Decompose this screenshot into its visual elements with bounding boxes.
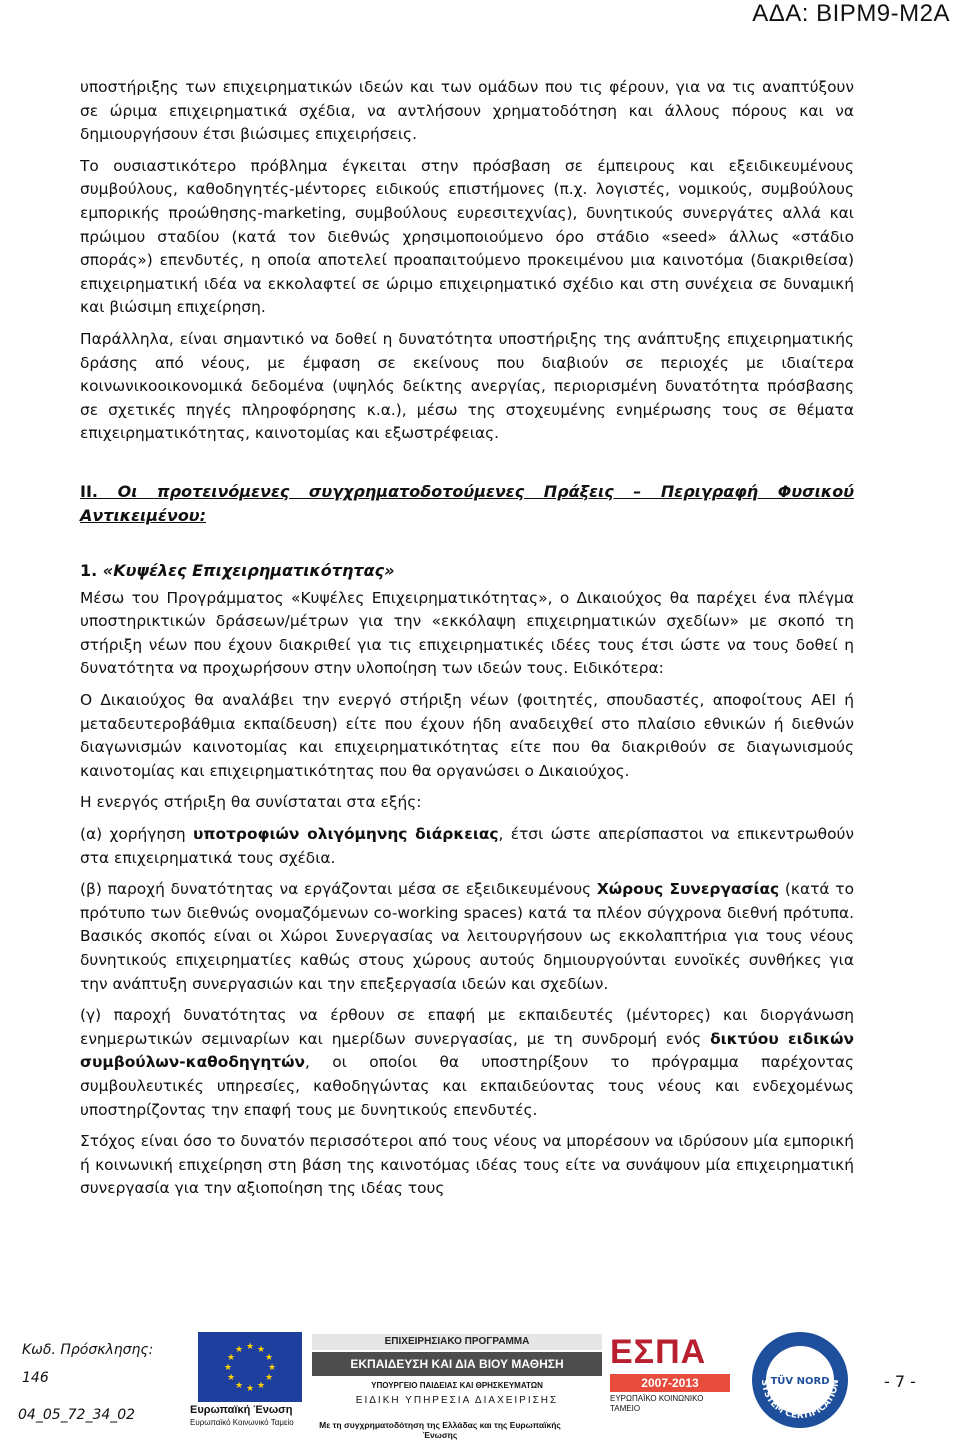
espa-fund-label: ΕΥΡΩΠΑΪΚΟ ΚΟΙΝΩΝΙΚΟ ΤΑΜΕΙΟ bbox=[610, 1394, 704, 1413]
eu-union-label: Ευρωπαϊκή Ένωση bbox=[190, 1404, 293, 1416]
espa-title: ΕΣΠΑ bbox=[610, 1333, 707, 1371]
svg-text:★: ★ bbox=[223, 1363, 233, 1373]
svg-text:★: ★ bbox=[256, 1381, 266, 1391]
page-number: - 7 - bbox=[884, 1372, 916, 1391]
paragraph-3: Παράλληλα, είναι σημαντικό να δοθεί η δυνατότητα υποστήριξης της ανάπτυξης επιχειρηματικής δράσης από νέους, με έμφαση σε εκείνους που διαβιούν σε περιοχές με ιδιαίτερα κοινωνικοοικονομικά δεδομένα (υψηλός δείκτης ανεργίας, περιορισμένη δυνατότητα πρόσβασης σε σχετικές πηγές πληροφόρησης κ.α.), μέσω της στοχευμένης ενημέρωσης τους σε θέματα επιχειρηματικότητας, καινοτομίας και εξωστρέφειας. bbox=[80, 329, 854, 443]
svg-text:★: ★ bbox=[226, 1373, 236, 1383]
svg-text:★: ★ bbox=[264, 1373, 274, 1383]
subsection-number: 1. bbox=[80, 561, 98, 581]
section-title: Οι προτεινόμενες συγχρηματοδοτούμενες Πράξεις – Περιγραφή Φυσικού Αντικειμένου: bbox=[80, 481, 854, 525]
item-a-bold: υποτροφιών ολιγόμηνης διάρκειας bbox=[192, 825, 499, 844]
espa-logo bbox=[610, 1332, 730, 1422]
epe-service: ΕΙΔΙΚΗ ΥΠΗΡΕΣΙΑ ΔΙΑΧΕΙΡΙΣΗΣ bbox=[355, 1395, 559, 1406]
item-a bbox=[80, 823, 854, 870]
epe-program-label: ΕΠΙΧΕΙΡΗΣΙΑΚΟ ΠΡΟΓΡΑΜΜΑ bbox=[312, 1334, 602, 1350]
document-body bbox=[80, 76, 854, 1209]
subsection-heading bbox=[80, 559, 854, 583]
svg-text:★: ★ bbox=[264, 1353, 274, 1363]
item-c-bold: δικτύου ειδικών συμβούλων-καθοδηγητών bbox=[80, 1029, 854, 1072]
paragraph-1: υποστήριξης των επιχειρηματικών ιδεών και των ομάδων που τις φέρουν, για να τις αναπτύξουν σε ώριμα επιχειρηματικά σχέδια, να αντλήσουν χρηματοδότηση και άλλους πόρους και να δημιουργήσουν έτσι βιώσιμες επιχειρήσεις. bbox=[80, 78, 854, 144]
item-c-pre: (γ) παροχή δυνατότητας να έρθουν σε επαφή με εκπαιδευτές (μέντορες) και διοργάνωση ενημερωτικών σεμιναρίων και ημερίδων συνεργασίας, με τη συνδρομή ενός bbox=[80, 1006, 854, 1048]
paragraph-4: Μέσω του Προγράμματος «Κυψέλες Επιχειρηματικότητας», ο Δικαιούχος θα παρέχει ένα πλέγμα υποστηρικτικών δράσεων/μέτρων για την «εκκόλαψη επιχειρηματικών σχεδίων» με σκοπό τη στήριξη νέων που έχουν διακριθεί για τις επιχειρηματικές ιδέες τους έτσι ώστε να τους δοθεί η δυνατότητα να προχωρήσουν στην υλοποίηση των ιδεών τους. Ειδικότερα: bbox=[80, 588, 854, 678]
svg-text:★: ★ bbox=[245, 1342, 255, 1352]
paragraph-6: Η ενεργός στήριξη θα συνίσταται στα εξής: bbox=[80, 793, 422, 812]
espa-years: 2007-2013 bbox=[610, 1374, 730, 1392]
item-c-post: , οι οποίοι θα υποστηρίξουν το πρόγραμμα παρέχοντας συμβουλευτικές υπηρεσίες, καθοδηγώντας και εκπαιδεύοντας τους νέους και ενδεχομένως υποστηρίζοντας την επαφή τους με δυνητικούς επενδυτές. bbox=[80, 1053, 854, 1119]
item-a-pre: (α) χορήγηση bbox=[80, 825, 193, 844]
epe-title: ΕΚΠΑΙΔΕΥΣΗ ΚΑΙ ΔΙΑ ΒΙΟΥ ΜΑΘΗΣΗ bbox=[312, 1352, 602, 1376]
call-code-number: 146 bbox=[22, 1370, 49, 1386]
svg-text:★: ★ bbox=[245, 1384, 255, 1394]
seal-ring-text: SYSTEM CERTIFICATION bbox=[758, 1379, 842, 1422]
section-heading bbox=[80, 480, 854, 527]
call-code-label: Κωδ. Πρόσκλησης: bbox=[22, 1342, 154, 1358]
svg-text:★: ★ bbox=[234, 1381, 244, 1391]
svg-text:★: ★ bbox=[256, 1345, 266, 1355]
seal-tuv: TÜV NORD bbox=[770, 1376, 830, 1387]
epe-ministry: ΥΠΟΥΡΓΕΙΟ ΠΑΙΔΕΙΑΣ ΚΑΙ ΘΡΗΣΚΕΥΜΑΤΩΝ bbox=[371, 1381, 543, 1390]
paragraph-5: Ο Δικαιούχος θα αναλάβει την ενεργό στήριξη νέων (φοιτητές, σπουδαστές, αποφοίτους ΑΕΙ ή μεταδευτεροβάθμια εκπαίδευση) είτε που έχουν ήδη αναδειχθεί στο πλαίσιο εθνικών ή διεθνών διαγωνισμών καινοτομίας και επιχειρηματικότητας είτε που θα διακριθούν σε διαγωνισμούς καινοτομίας και επιχειρηματικότητας που θα οργανώσει ο Δικαιούχος. bbox=[80, 691, 854, 780]
subsection-title: «Κυψέλες Επιχειρηματικότητας» bbox=[102, 561, 395, 581]
certification-seal-icon bbox=[750, 1330, 850, 1430]
item-a-post: , έτσι ώστε απερίσπαστοι να επικεντρωθούν στα επιχειρηματικά τους σχέδια. bbox=[80, 825, 855, 867]
svg-text:★: ★ bbox=[267, 1363, 277, 1373]
eu-fund-label: Ευρωπαϊκό Κοινωνικό Ταμείο bbox=[190, 1418, 294, 1427]
cofunding-caption: Με τη συγχρηματοδότηση της Ελλάδας και της Ευρωπαϊκής Ένωσης bbox=[319, 1420, 561, 1440]
svg-text:★: ★ bbox=[226, 1353, 236, 1363]
eu-flag-icon bbox=[198, 1332, 302, 1402]
svg-text:★: ★ bbox=[234, 1345, 244, 1355]
section-number: ΙΙ. bbox=[80, 481, 98, 501]
eu-stars-icon bbox=[198, 1332, 302, 1402]
item-b-bold: Χώρους Συνεργασίας bbox=[596, 880, 780, 899]
item-c bbox=[80, 1004, 854, 1122]
paragraph-7: Στόχος είναι όσο το δυνατόν περισσότεροι από τους νέους να μπορέσουν να ιδρύσουν μία εμπορική ή κοινωνική επιχείρηση στη βάση της καινοτόμας ιδέας τους είτε να συνάψουν μία επιχειρηματική συνεργασία για την αξιοποίηση της ιδέας τους bbox=[80, 1132, 854, 1198]
seal-iso: ISO 9001 bbox=[783, 1352, 817, 1360]
paragraph-2: Το ουσιαστικότερο πρόβλημα έγκειται στην πρόσβαση σε έμπειρους και εξειδικευμένους συμβούλους, καθοδηγητές-μέντορες ειδικούς επιστήμονες (π.χ. λογιστές, νομικούς, συμβούλους εμπορικής προώθησης-marketing, συμβούλους ευρεσιτεχνίας), δυνητικούς συνεργάτες αλλά και πρώιμου σταδίου (κατά τον διεθνώς χρησιμοποιούμενο όρο στάδιο «seed» άλλως «στάδιο σποράς») επενδυτές, η οποία αποτελεί προαπαιτούμενο προκειμένου μια καινοτόμα (διακριθείσα) επιχειρηματική ιδέα να εκκολαφτεί σε ώριμο επιχειρηματικό σχέδιο και στη συνέχεια σε δυναμική και βιώσιμη επιχείρηση. bbox=[80, 156, 854, 317]
item-b bbox=[80, 878, 854, 996]
ada-code: ΑΔΑ: ΒΙΡΜ9-Μ2Α bbox=[752, 0, 950, 27]
item-b-post: (κατά το πρότυπο των διεθνώς ονομαζόμενων co-working spaces) κατά τα πλέον σύγχρονα διεθνή πρότυπα. Βασικός σκοπός είναι οι Χώροι Συνεργασίας να λειτουργήσουν ως εκκολαπτήρια για τους νέους δυνητικούς επιχειρηματίες καθώς στους χώρους αυτούς δημιουργούνται ευνοϊκές συνθήκες για την ανάπτυξη συνεργασιών και την επεξεργασία ιδεών και σχεδίων. bbox=[80, 880, 854, 993]
call-code-id: 04_05_72_34_02 bbox=[18, 1407, 136, 1423]
item-b-pre: (β) παροχή δυνατότητας να εργάζονται μέσα σε εξειδικευμένους bbox=[80, 880, 597, 899]
epe-logo bbox=[312, 1334, 602, 1406]
footer bbox=[0, 1328, 960, 1440]
